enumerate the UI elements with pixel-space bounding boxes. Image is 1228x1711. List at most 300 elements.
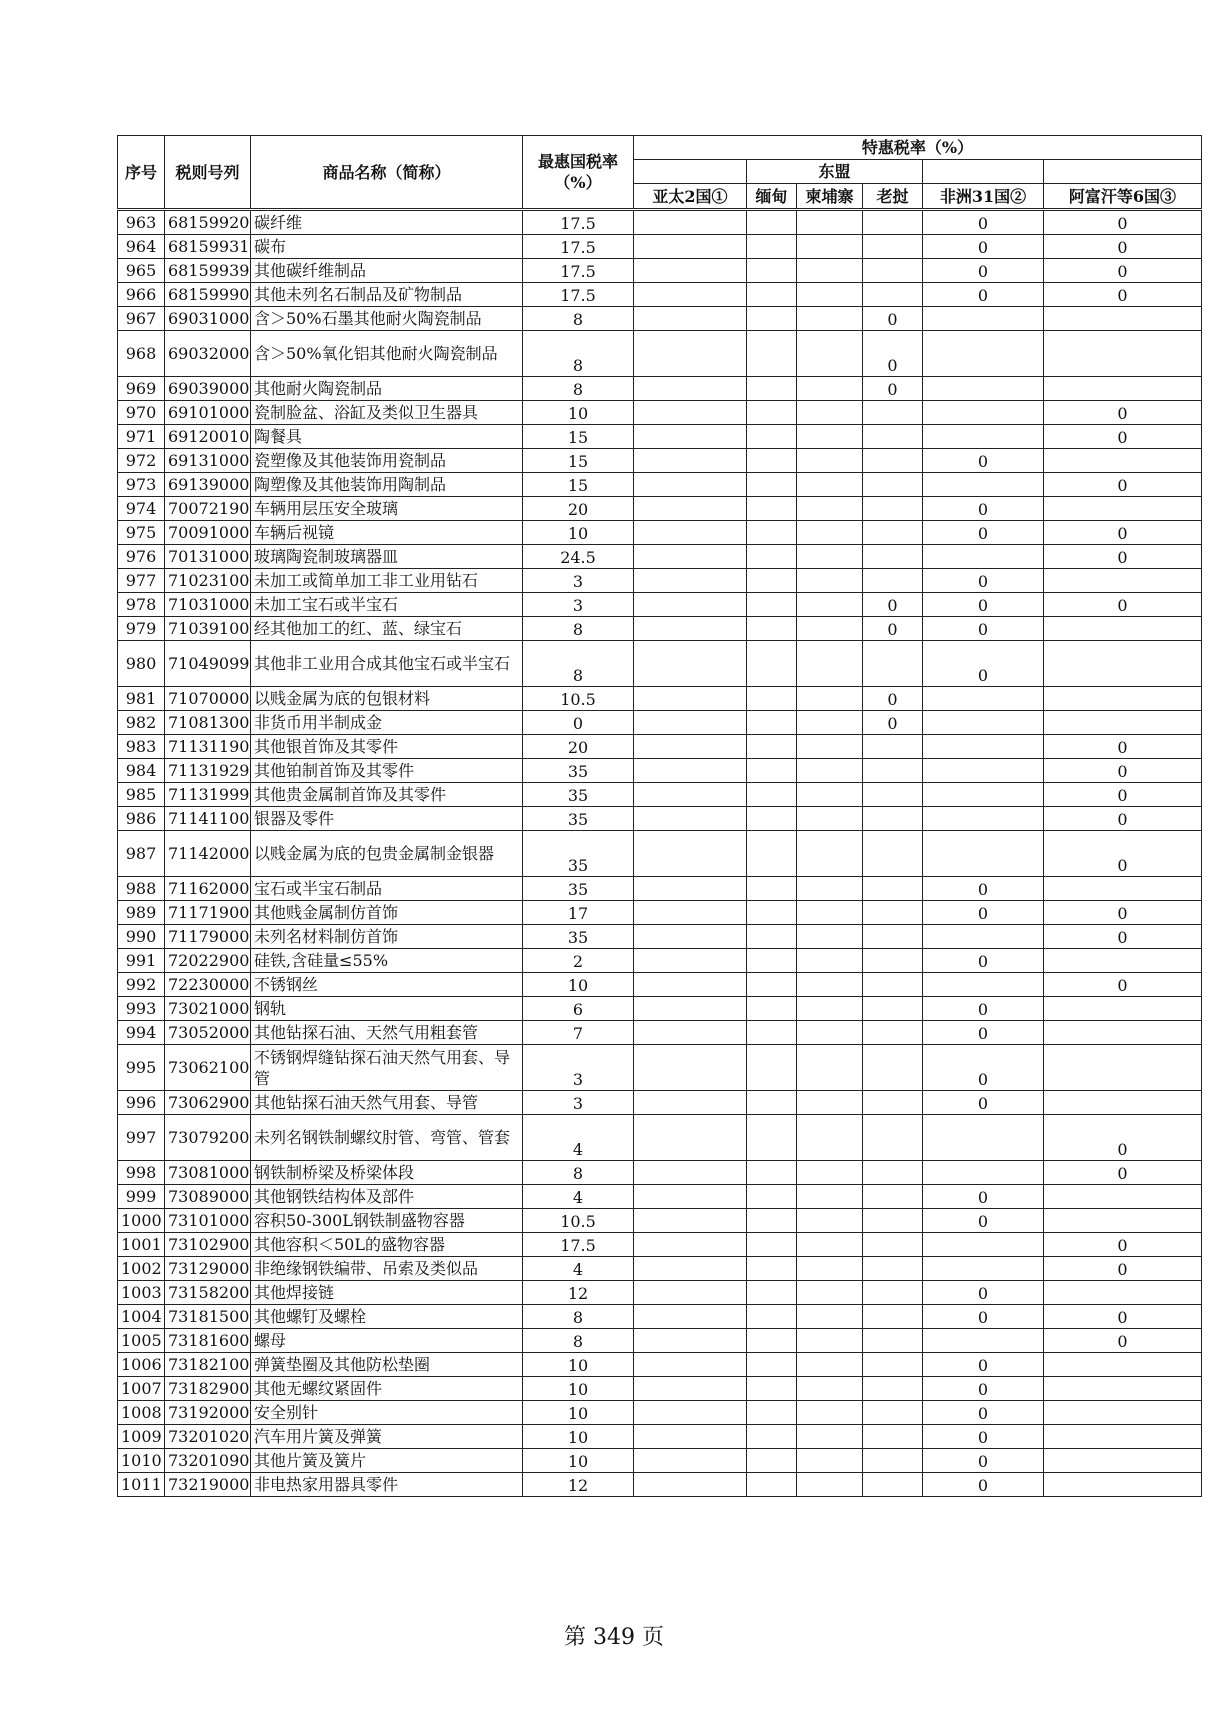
cell-myanmar (747, 1185, 797, 1209)
cell-laos: 0 (863, 331, 923, 377)
cell-apta (634, 877, 747, 901)
page-number: 第 349 页 (564, 1625, 664, 1650)
cell-seq: 984 (118, 759, 165, 783)
cell-cambodia (797, 783, 863, 807)
cell-name: 陶塑像及其他装饰用陶制品 (251, 473, 523, 497)
cell-code: 73062900 (165, 1091, 251, 1115)
cell-cambodia (797, 1209, 863, 1233)
cell-laos (863, 235, 923, 259)
header-name: 商品名称（简称） (251, 136, 523, 210)
cell-name: 其他钢铁结构体及部件 (251, 1185, 523, 1209)
cell-mfn: 10.5 (523, 687, 634, 711)
cell-myanmar (747, 1281, 797, 1305)
cell-mfn: 10 (523, 1401, 634, 1425)
cell-seq: 975 (118, 521, 165, 545)
cell-cambodia (797, 1305, 863, 1329)
cell-afghan (1044, 1449, 1202, 1473)
cell-code: 73219000 (165, 1473, 251, 1497)
cell-seq: 998 (118, 1161, 165, 1185)
cell-afghan (1044, 1473, 1202, 1497)
cell-seq: 969 (118, 377, 165, 401)
cell-name: 含＞50%氧化铝其他耐火陶瓷制品 (251, 331, 523, 377)
cell-laos (863, 1045, 923, 1091)
cell-code: 70091000 (165, 521, 251, 545)
cell-cambodia (797, 1353, 863, 1377)
cell-apta (634, 259, 747, 283)
cell-mfn: 35 (523, 807, 634, 831)
cell-africa (923, 1257, 1044, 1281)
cell-code: 69032000 (165, 331, 251, 377)
cell-cambodia (797, 901, 863, 925)
cell-cambodia (797, 641, 863, 687)
cell-africa: 0 (923, 641, 1044, 687)
cell-name: 其他银首饰及其零件 (251, 735, 523, 759)
cell-name: 钢铁制桥梁及桥梁体段 (251, 1161, 523, 1185)
cell-cambodia (797, 973, 863, 997)
cell-code: 71049099 (165, 641, 251, 687)
cell-afghan: 0 (1044, 425, 1202, 449)
table-row (118, 593, 1202, 617)
cell-seq: 976 (118, 545, 165, 569)
cell-mfn: 8 (523, 641, 634, 687)
table-row (118, 235, 1202, 259)
cell-afghan: 0 (1044, 1329, 1202, 1353)
cell-seq: 997 (118, 1115, 165, 1161)
cell-africa: 0 (923, 877, 1044, 901)
cell-code: 71081300 (165, 711, 251, 735)
cell-seq: 965 (118, 259, 165, 283)
cell-afghan: 0 (1044, 831, 1202, 877)
cell-name: 其他螺钉及螺栓 (251, 1305, 523, 1329)
table-row (118, 1281, 1202, 1305)
cell-name: 钢轨 (251, 997, 523, 1021)
cell-code: 73089000 (165, 1185, 251, 1209)
cell-cambodia (797, 1091, 863, 1115)
cell-myanmar (747, 283, 797, 307)
cell-name: 其他贱金属制仿首饰 (251, 901, 523, 925)
cell-apta (634, 807, 747, 831)
cell-seq: 1009 (118, 1425, 165, 1449)
cell-name: 非绝缘钢铁编带、吊索及类似品 (251, 1257, 523, 1281)
cell-mfn: 10 (523, 973, 634, 997)
cell-myanmar (747, 901, 797, 925)
cell-myanmar (747, 1449, 797, 1473)
header-seq: 序号 (118, 136, 165, 210)
cell-apta (634, 521, 747, 545)
cell-myanmar (747, 1161, 797, 1185)
cell-myanmar (747, 331, 797, 377)
cell-africa: 0 (923, 259, 1044, 283)
cell-cambodia (797, 331, 863, 377)
cell-code: 73201090 (165, 1449, 251, 1473)
cell-mfn: 10 (523, 1425, 634, 1449)
cell-africa (923, 1115, 1044, 1161)
cell-code: 68159920 (165, 210, 251, 235)
cell-myanmar (747, 973, 797, 997)
cell-laos (863, 1115, 923, 1161)
cell-myanmar (747, 1473, 797, 1497)
cell-apta (634, 331, 747, 377)
cell-mfn: 7 (523, 1021, 634, 1045)
cell-apta (634, 1185, 747, 1209)
cell-apta (634, 1329, 747, 1353)
cell-name: 不锈钢丝 (251, 973, 523, 997)
cell-cambodia (797, 997, 863, 1021)
cell-apta (634, 1425, 747, 1449)
cell-cambodia (797, 401, 863, 425)
cell-mfn: 8 (523, 617, 634, 641)
cell-mfn: 4 (523, 1257, 634, 1281)
cell-name: 车辆后视镜 (251, 521, 523, 545)
cell-seq: 1005 (118, 1329, 165, 1353)
cell-laos (863, 473, 923, 497)
cell-myanmar (747, 545, 797, 569)
table-row (118, 687, 1202, 711)
cell-africa: 0 (923, 1425, 1044, 1449)
cell-code: 71070000 (165, 687, 251, 711)
cell-africa: 0 (923, 1377, 1044, 1401)
table-row (118, 1425, 1202, 1449)
table-row (118, 473, 1202, 497)
cell-mfn: 4 (523, 1185, 634, 1209)
cell-afghan: 0 (1044, 1305, 1202, 1329)
cell-apta (634, 377, 747, 401)
cell-name: 未加工或简单加工非工业用钻石 (251, 569, 523, 593)
cell-mfn: 15 (523, 473, 634, 497)
cell-name: 非货币用半制成金 (251, 711, 523, 735)
cell-afghan: 0 (1044, 925, 1202, 949)
cell-laos (863, 401, 923, 425)
cell-laos (863, 877, 923, 901)
cell-afghan (1044, 449, 1202, 473)
cell-mfn: 8 (523, 307, 634, 331)
cell-name: 其他片簧及簧片 (251, 1449, 523, 1473)
cell-myanmar (747, 401, 797, 425)
table-row (118, 1305, 1202, 1329)
cell-africa: 0 (923, 449, 1044, 473)
cell-afghan (1044, 1091, 1202, 1115)
cell-code: 71131190 (165, 735, 251, 759)
table-row (118, 331, 1202, 377)
cell-laos (863, 425, 923, 449)
cell-mfn: 17.5 (523, 283, 634, 307)
table-row (118, 521, 1202, 545)
table-row (118, 711, 1202, 735)
cell-africa: 0 (923, 1305, 1044, 1329)
cell-seq: 966 (118, 283, 165, 307)
cell-code: 69139000 (165, 473, 251, 497)
cell-seq: 992 (118, 973, 165, 997)
header-blank-afghan (1044, 160, 1202, 184)
cell-seq: 999 (118, 1185, 165, 1209)
cell-name: 经其他加工的红、蓝、绿宝石 (251, 617, 523, 641)
table-row (118, 1161, 1202, 1185)
cell-africa (923, 925, 1044, 949)
table-row (118, 1185, 1202, 1209)
cell-name: 安全别针 (251, 1401, 523, 1425)
cell-code: 70131000 (165, 545, 251, 569)
cell-code: 73081000 (165, 1161, 251, 1185)
cell-code: 73158200 (165, 1281, 251, 1305)
header-afghan: 阿富汗等6国③ (1044, 184, 1202, 210)
cell-apta (634, 1233, 747, 1257)
cell-cambodia (797, 1021, 863, 1045)
cell-mfn: 15 (523, 449, 634, 473)
cell-myanmar (747, 783, 797, 807)
cell-cambodia (797, 593, 863, 617)
cell-myanmar (747, 1353, 797, 1377)
cell-code: 73182100 (165, 1353, 251, 1377)
table-row (118, 877, 1202, 901)
cell-seq: 1010 (118, 1449, 165, 1473)
table-row (118, 449, 1202, 473)
cell-myanmar (747, 759, 797, 783)
cell-laos (863, 1185, 923, 1209)
cell-mfn: 24.5 (523, 545, 634, 569)
cell-seq: 963 (118, 210, 165, 235)
cell-code: 68159931 (165, 235, 251, 259)
table-row (118, 307, 1202, 331)
cell-code: 71131929 (165, 759, 251, 783)
table-row (118, 1353, 1202, 1377)
cell-code: 71142000 (165, 831, 251, 877)
cell-cambodia (797, 711, 863, 735)
table-row (118, 1115, 1202, 1161)
cell-africa: 0 (923, 1021, 1044, 1045)
cell-seq: 970 (118, 401, 165, 425)
cell-name: 含＞50%石墨其他耐火陶瓷制品 (251, 307, 523, 331)
cell-name: 其他贵金属制首饰及其零件 (251, 783, 523, 807)
tariff-table (117, 135, 1202, 1497)
table-row (118, 569, 1202, 593)
cell-cambodia (797, 1257, 863, 1281)
cell-mfn: 17 (523, 901, 634, 925)
cell-afghan (1044, 617, 1202, 641)
cell-laos (863, 210, 923, 235)
cell-cambodia (797, 1045, 863, 1091)
cell-name: 其他耐火陶瓷制品 (251, 377, 523, 401)
cell-seq: 993 (118, 997, 165, 1021)
cell-laos: 0 (863, 687, 923, 711)
cell-laos (863, 569, 923, 593)
cell-seq: 995 (118, 1045, 165, 1091)
cell-laos (863, 901, 923, 925)
cell-afghan (1044, 331, 1202, 377)
cell-myanmar (747, 1257, 797, 1281)
cell-cambodia (797, 307, 863, 331)
table-row (118, 1233, 1202, 1257)
cell-mfn: 15 (523, 425, 634, 449)
cell-africa (923, 331, 1044, 377)
cell-africa (923, 711, 1044, 735)
cell-laos (863, 1305, 923, 1329)
cell-laos (863, 1353, 923, 1377)
cell-afghan (1044, 877, 1202, 901)
cell-africa: 0 (923, 1353, 1044, 1377)
cell-code: 72022900 (165, 949, 251, 973)
cell-afghan (1044, 641, 1202, 687)
cell-myanmar (747, 735, 797, 759)
cell-seq: 1006 (118, 1353, 165, 1377)
cell-laos (863, 1281, 923, 1305)
header-africa: 非洲31国② (923, 184, 1044, 210)
cell-code: 73181500 (165, 1305, 251, 1329)
cell-mfn: 8 (523, 377, 634, 401)
cell-myanmar (747, 1115, 797, 1161)
cell-apta (634, 569, 747, 593)
header-myanmar: 缅甸 (747, 184, 797, 210)
header-asean: 东盟 (747, 160, 923, 184)
cell-cambodia (797, 949, 863, 973)
cell-laos (863, 783, 923, 807)
cell-afghan (1044, 1021, 1202, 1045)
cell-laos (863, 925, 923, 949)
cell-africa (923, 545, 1044, 569)
cell-name: 瓷制脸盆、浴缸及类似卫生器具 (251, 401, 523, 425)
cell-laos (863, 973, 923, 997)
cell-afghan: 0 (1044, 593, 1202, 617)
table-row (118, 259, 1202, 283)
cell-code: 69131000 (165, 449, 251, 473)
cell-seq: 989 (118, 901, 165, 925)
table-row (118, 210, 1202, 235)
cell-apta (634, 449, 747, 473)
cell-afghan (1044, 687, 1202, 711)
cell-africa: 0 (923, 617, 1044, 641)
cell-africa (923, 759, 1044, 783)
cell-code: 71023100 (165, 569, 251, 593)
cell-africa: 0 (923, 1185, 1044, 1209)
table-row (118, 1473, 1202, 1497)
cell-laos (863, 759, 923, 783)
cell-laos: 0 (863, 711, 923, 735)
cell-name: 陶餐具 (251, 425, 523, 449)
table-row (118, 1209, 1202, 1233)
cell-myanmar (747, 1401, 797, 1425)
cell-apta (634, 401, 747, 425)
cell-cambodia (797, 925, 863, 949)
table-row (118, 901, 1202, 925)
cell-apta (634, 593, 747, 617)
cell-afghan (1044, 1353, 1202, 1377)
cell-seq: 981 (118, 687, 165, 711)
cell-afghan: 0 (1044, 401, 1202, 425)
table-row (118, 497, 1202, 521)
cell-africa (923, 377, 1044, 401)
cell-name: 汽车用片簧及弹簧 (251, 1425, 523, 1449)
cell-cambodia (797, 259, 863, 283)
cell-mfn: 2 (523, 949, 634, 973)
cell-cambodia (797, 497, 863, 521)
cell-mfn: 4 (523, 1115, 634, 1161)
table-row (118, 1377, 1202, 1401)
table-row (118, 807, 1202, 831)
table-row (118, 545, 1202, 569)
cell-name: 容积50-300L钢铁制盛物容器 (251, 1209, 523, 1233)
cell-mfn: 35 (523, 759, 634, 783)
cell-myanmar (747, 235, 797, 259)
cell-laos: 0 (863, 377, 923, 401)
cell-cambodia (797, 235, 863, 259)
cell-afghan (1044, 949, 1202, 973)
cell-name: 不锈钢焊缝钻探石油天然气用套、导管 (251, 1045, 523, 1091)
table-row (118, 997, 1202, 1021)
cell-cambodia (797, 569, 863, 593)
cell-mfn: 10.5 (523, 1209, 634, 1233)
cell-name: 其他碳纤维制品 (251, 259, 523, 283)
cell-mfn: 35 (523, 783, 634, 807)
cell-name: 碳纤维 (251, 210, 523, 235)
table-row (118, 1329, 1202, 1353)
cell-code: 71171900 (165, 901, 251, 925)
cell-africa: 0 (923, 997, 1044, 1021)
cell-mfn: 8 (523, 1305, 634, 1329)
cell-africa: 0 (923, 569, 1044, 593)
cell-apta (634, 759, 747, 783)
cell-cambodia (797, 545, 863, 569)
table-row (118, 759, 1202, 783)
cell-name: 玻璃陶瓷制玻璃器皿 (251, 545, 523, 569)
cell-myanmar (747, 259, 797, 283)
cell-cambodia (797, 1473, 863, 1497)
cell-cambodia (797, 1233, 863, 1257)
cell-myanmar (747, 593, 797, 617)
cell-code: 70072190 (165, 497, 251, 521)
cell-afghan (1044, 1185, 1202, 1209)
cell-cambodia (797, 877, 863, 901)
cell-africa: 0 (923, 901, 1044, 925)
cell-cambodia (797, 449, 863, 473)
cell-afghan (1044, 1377, 1202, 1401)
cell-afghan (1044, 377, 1202, 401)
cell-cambodia (797, 1329, 863, 1353)
cell-myanmar (747, 1209, 797, 1233)
cell-seq: 1001 (118, 1233, 165, 1257)
table-body (118, 210, 1202, 1497)
cell-code: 71162000 (165, 877, 251, 901)
cell-cambodia (797, 807, 863, 831)
cell-africa (923, 783, 1044, 807)
cell-name: 碳布 (251, 235, 523, 259)
cell-myanmar (747, 687, 797, 711)
cell-cambodia (797, 425, 863, 449)
cell-seq: 985 (118, 783, 165, 807)
cell-seq: 1003 (118, 1281, 165, 1305)
cell-cambodia (797, 1449, 863, 1473)
cell-africa: 0 (923, 1449, 1044, 1473)
cell-name: 车辆用层压安全玻璃 (251, 497, 523, 521)
cell-africa: 0 (923, 1281, 1044, 1305)
cell-seq: 971 (118, 425, 165, 449)
cell-laos (863, 1449, 923, 1473)
cell-seq: 964 (118, 235, 165, 259)
header-apta: 亚太2国① (634, 184, 747, 210)
cell-africa (923, 687, 1044, 711)
header-blank-africa (923, 160, 1044, 184)
cell-apta (634, 641, 747, 687)
cell-myanmar (747, 377, 797, 401)
cell-cambodia (797, 1115, 863, 1161)
cell-seq: 1007 (118, 1377, 165, 1401)
cell-afghan: 0 (1044, 901, 1202, 925)
table-row (118, 831, 1202, 877)
cell-code: 71141100 (165, 807, 251, 831)
cell-laos (863, 1377, 923, 1401)
cell-cambodia (797, 521, 863, 545)
cell-seq: 977 (118, 569, 165, 593)
table-row (118, 949, 1202, 973)
cell-mfn: 10 (523, 1353, 634, 1377)
